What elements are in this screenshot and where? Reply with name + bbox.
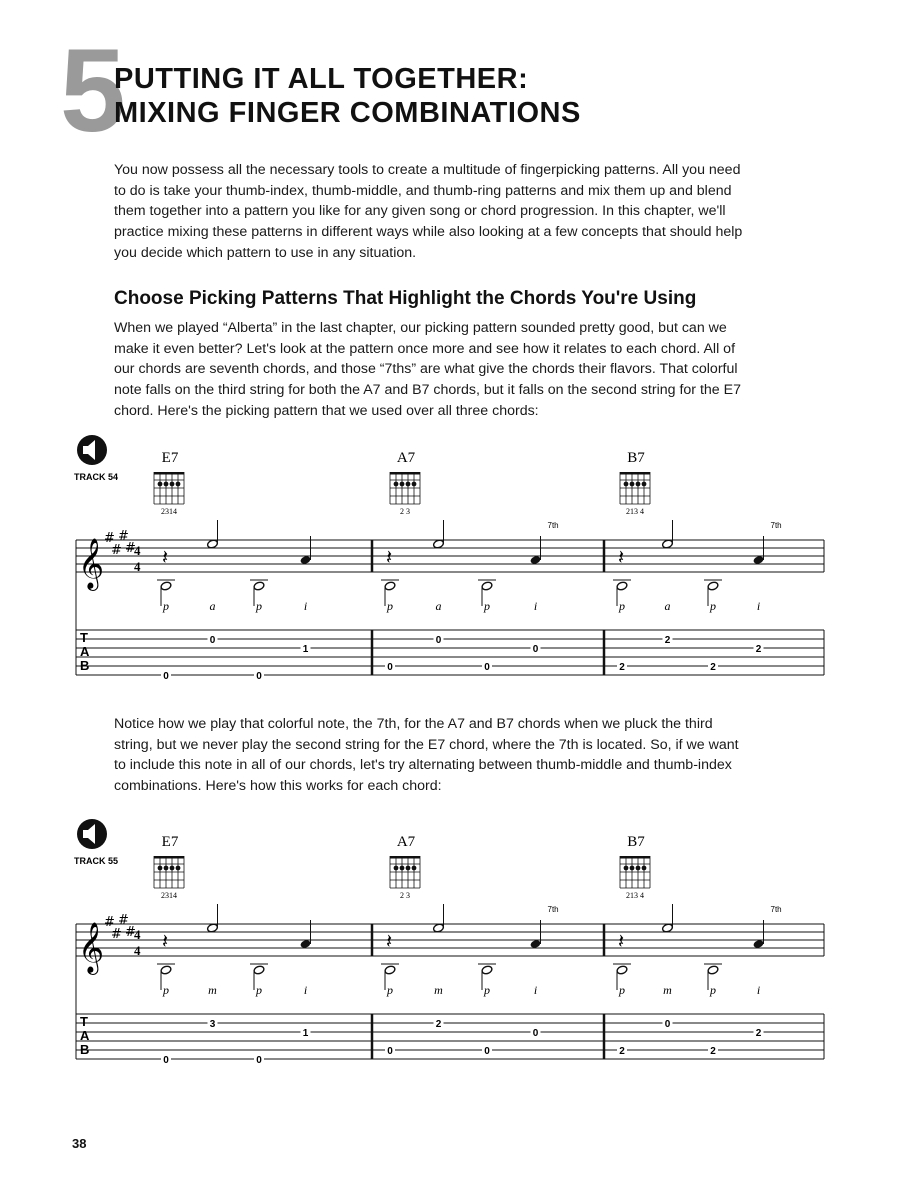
finger-letter: p: [163, 983, 169, 997]
bass-note-head: [253, 965, 265, 975]
quarter-note-head: [300, 939, 312, 949]
half-note-head: [433, 539, 445, 549]
finger-letter: a: [435, 599, 442, 613]
finger-letter: i: [756, 983, 761, 997]
tab-fret-number: 2: [664, 635, 671, 646]
chord-dot: [412, 482, 417, 487]
chord-name: E7: [161, 450, 179, 466]
chord-diagram: [390, 856, 420, 888]
chord-diagram: [154, 856, 184, 888]
bass-note-head: [616, 581, 628, 591]
chord-dot: [158, 866, 163, 871]
chord-nut: [620, 856, 650, 859]
tab-fret-number: 0: [532, 644, 539, 655]
bass-note-head: [481, 581, 493, 591]
finger-letter: i: [533, 599, 538, 613]
chord-diagram: [154, 472, 184, 504]
tab-label: A: [80, 644, 90, 659]
tab-fret-number: 0: [664, 1019, 671, 1030]
finger-letter: p: [256, 599, 262, 613]
half-note-head: [207, 923, 219, 933]
quarter-rest: 𝄽: [162, 545, 169, 569]
chord-dot: [642, 866, 647, 871]
chord-fingering: 213 4: [626, 507, 644, 516]
quarter-note-head: [753, 555, 765, 565]
finger-letter: p: [256, 983, 262, 997]
text-line: string, but we never play the second string for the E7 chord, where the 7th is located. So, if we want: [114, 736, 739, 753]
tab-label: B: [80, 658, 90, 673]
tab-fret-number: 0: [163, 671, 169, 682]
key-signature-sharp: #: [118, 913, 129, 928]
chord-dot: [406, 482, 411, 487]
section-heading: Choose Picking Patterns That Highlight the Chords You're Using: [114, 288, 697, 309]
text-line: to do is take your thumb-index, thumb-middle, and thumb-ring patterns and mix them up and blend: [114, 182, 732, 199]
key-signature-sharp: #: [125, 541, 136, 556]
text-line: When we played “Alberta” in the last chapter, our picking pattern sounded pretty good, but can we: [114, 320, 727, 336]
finger-letter: p: [619, 983, 625, 997]
chapter-title-line-2: MIXING FINGER COMBINATIONS: [114, 97, 581, 129]
tab-label: T: [80, 1014, 88, 1029]
chord-dot: [412, 866, 417, 871]
tab-fret-number: 1: [302, 644, 309, 655]
tab-label: B: [80, 1042, 90, 1057]
track-label: TRACK 54: [74, 472, 119, 482]
finger-letter: p: [710, 599, 716, 613]
quarter-note-head: [753, 939, 765, 949]
quarter-note-head: [530, 555, 542, 565]
chord-name: A7: [396, 834, 416, 850]
chord-nut: [390, 856, 420, 859]
tab-fret-number: 0: [256, 1055, 262, 1066]
chord-dot: [394, 482, 399, 487]
bass-note-head: [707, 965, 719, 975]
key-signature-sharp: #: [118, 529, 129, 544]
finger-letter: p: [387, 983, 393, 997]
bass-note-head: [253, 581, 265, 591]
chapter-title: [114, 62, 581, 130]
tab-fret-number: 0: [484, 662, 490, 673]
half-note-head: [433, 923, 445, 933]
tab-fret-number: 2: [755, 644, 762, 655]
finger-letter: a: [664, 599, 671, 613]
page-number: 38: [72, 1136, 87, 1151]
chord-diagram: [620, 472, 650, 504]
text-line: note falls on the third string for both the A7 and B7 chords, but it falls on the second string for the E7: [114, 382, 741, 399]
bass-note-head: [384, 965, 396, 975]
half-note-head: [662, 923, 674, 933]
key-signature-sharp: #: [111, 927, 122, 942]
tab-fret-number: 0: [256, 671, 262, 682]
finger-letter: i: [533, 983, 538, 997]
quarter-rest: 𝄽: [162, 929, 169, 953]
chord-dot: [400, 482, 405, 487]
chord-diagram: [390, 472, 420, 504]
bass-note-head: [707, 581, 719, 591]
text-line: combinations. Here's how this works for each chord:: [114, 778, 442, 795]
finger-letter: p: [163, 599, 169, 613]
tab-fret-number: 0: [435, 635, 442, 646]
treble-clef-icon: 𝄞: [78, 538, 105, 589]
seventh-annotation: 7th: [770, 905, 782, 914]
tab-fret-number: 0: [484, 1046, 490, 1057]
finger-letter: p: [710, 983, 716, 997]
chord-fingering: 2314: [161, 891, 177, 900]
tab-fret-number: 2: [710, 662, 716, 673]
bass-note-head: [384, 581, 396, 591]
chord-dot: [176, 866, 181, 871]
chord-dot: [170, 482, 175, 487]
chord-name: B7: [627, 450, 645, 466]
quarter-rest: 𝄽: [386, 929, 393, 953]
tab-fret-number: 2: [710, 1046, 716, 1057]
text-line: make it even better? Let's look at the pattern once more and see how it relates to each chord. All of: [114, 340, 736, 357]
tab-fret-number: 2: [435, 1019, 442, 1030]
finger-letter: i: [756, 599, 761, 613]
chord-dot: [636, 866, 641, 871]
chord-fingering: 2 3: [400, 507, 410, 516]
chord-fingering: 2314: [161, 507, 177, 516]
text-line: Notice how we play that colorful note, the 7th, for the A7 and B7 chords when we pluck the third: [114, 716, 713, 732]
seventh-annotation: 7th: [770, 521, 782, 530]
time-signature-top: 4: [134, 927, 141, 942]
chord-nut: [390, 472, 420, 475]
seventh-annotation: 7th: [547, 905, 559, 914]
tab-fret-number: 3: [209, 1019, 216, 1030]
chord-dot: [400, 866, 405, 871]
notation-svg: [70, 814, 830, 1084]
tab-fret-number: 0: [163, 1055, 169, 1066]
chord-name: A7: [396, 450, 416, 466]
text-line: chord. Here's the picking pattern that we used over all three chords:: [114, 402, 539, 419]
track-label: TRACK 55: [74, 856, 119, 866]
chapter-title-line-1: PUTTING IT ALL TOGETHER:: [114, 63, 529, 95]
music-example-2: [70, 814, 830, 1084]
chord-dot: [624, 866, 629, 871]
time-signature-bottom: 4: [134, 559, 141, 574]
finger-letter: m: [208, 983, 217, 997]
quarter-note-head: [530, 939, 542, 949]
text-line: You now possess all the necessary tools to create a multitude of fingerpicking patterns. All you need: [114, 162, 741, 178]
text-line: to include this note in all of our chords, let's try alternating between thumb-middle and thumb-index: [114, 757, 732, 774]
chord-dot: [176, 482, 181, 487]
music-example-1: [70, 430, 830, 700]
chord-dot: [636, 482, 641, 487]
middle-paragraph: [114, 714, 794, 797]
seventh-annotation: 7th: [547, 521, 559, 530]
tab-label: T: [80, 630, 88, 645]
half-note-head: [662, 539, 674, 549]
text-line: them together into a pattern you like for any given song or chord progression. In this chapter, we'll: [114, 203, 726, 220]
chord-dot: [164, 482, 169, 487]
tab-fret-number: 0: [209, 635, 216, 646]
quarter-note-head: [300, 555, 312, 565]
chord-dot: [630, 866, 635, 871]
bass-note-head: [616, 965, 628, 975]
quarter-rest: 𝄽: [618, 545, 625, 569]
finger-letter: p: [387, 599, 393, 613]
finger-letter: p: [619, 599, 625, 613]
tab-fret-number: 0: [387, 662, 393, 673]
finger-letter: a: [209, 599, 216, 613]
key-signature-sharp: #: [104, 915, 115, 930]
chord-nut: [154, 472, 184, 475]
text-line: our chords are seventh chords, and those “7ths” are what give the chords their flavors. That colorful: [114, 361, 738, 378]
chord-dot: [406, 866, 411, 871]
tab-fret-number: 1: [302, 1028, 309, 1039]
section-paragraph: [114, 318, 794, 422]
chord-dot: [394, 866, 399, 871]
quarter-rest: 𝄽: [618, 929, 625, 953]
time-signature-top: 4: [134, 543, 141, 558]
chord-name: B7: [627, 834, 645, 850]
chord-dot: [170, 866, 175, 871]
chord-dot: [624, 482, 629, 487]
key-signature-sharp: #: [111, 543, 122, 558]
finger-letter: m: [434, 983, 443, 997]
finger-letter: m: [663, 983, 672, 997]
bass-note-head: [160, 965, 172, 975]
bass-note-head: [160, 581, 172, 591]
tab-fret-number: 0: [387, 1046, 393, 1057]
key-signature-sharp: #: [104, 531, 115, 546]
finger-letter: i: [303, 983, 308, 997]
half-note-head: [207, 539, 219, 549]
key-signature-sharp: #: [125, 925, 136, 940]
tab-fret-number: 0: [532, 1028, 539, 1039]
tab-fret-number: 2: [619, 662, 625, 673]
chord-dot: [630, 482, 635, 487]
chord-nut: [620, 472, 650, 475]
time-signature-bottom: 4: [134, 943, 141, 958]
finger-letter: i: [303, 599, 308, 613]
chord-fingering: 213 4: [626, 891, 644, 900]
treble-clef-icon: 𝄞: [78, 922, 105, 973]
chord-fingering: 2 3: [400, 891, 410, 900]
tab-fret-number: 2: [619, 1046, 625, 1057]
chapter-number: 5: [60, 25, 126, 157]
chord-dot: [164, 866, 169, 871]
tab-fret-number: 2: [755, 1028, 762, 1039]
tab-label: A: [80, 1028, 90, 1043]
chapter-header: [60, 25, 860, 157]
notation-svg: [70, 430, 830, 700]
quarter-rest: 𝄽: [386, 545, 393, 569]
intro-paragraph: [114, 160, 794, 264]
chord-diagram: [620, 856, 650, 888]
chord-name: E7: [161, 834, 179, 850]
finger-letter: p: [484, 983, 490, 997]
chord-nut: [154, 856, 184, 859]
finger-letter: p: [484, 599, 490, 613]
chord-dot: [158, 482, 163, 487]
bass-note-head: [481, 965, 493, 975]
chord-dot: [642, 482, 647, 487]
text-line: you decide which pattern to use in any situation.: [114, 244, 417, 261]
text-line: practice mixing these patterns in different ways while also looking at a few concepts that should help: [114, 224, 743, 241]
